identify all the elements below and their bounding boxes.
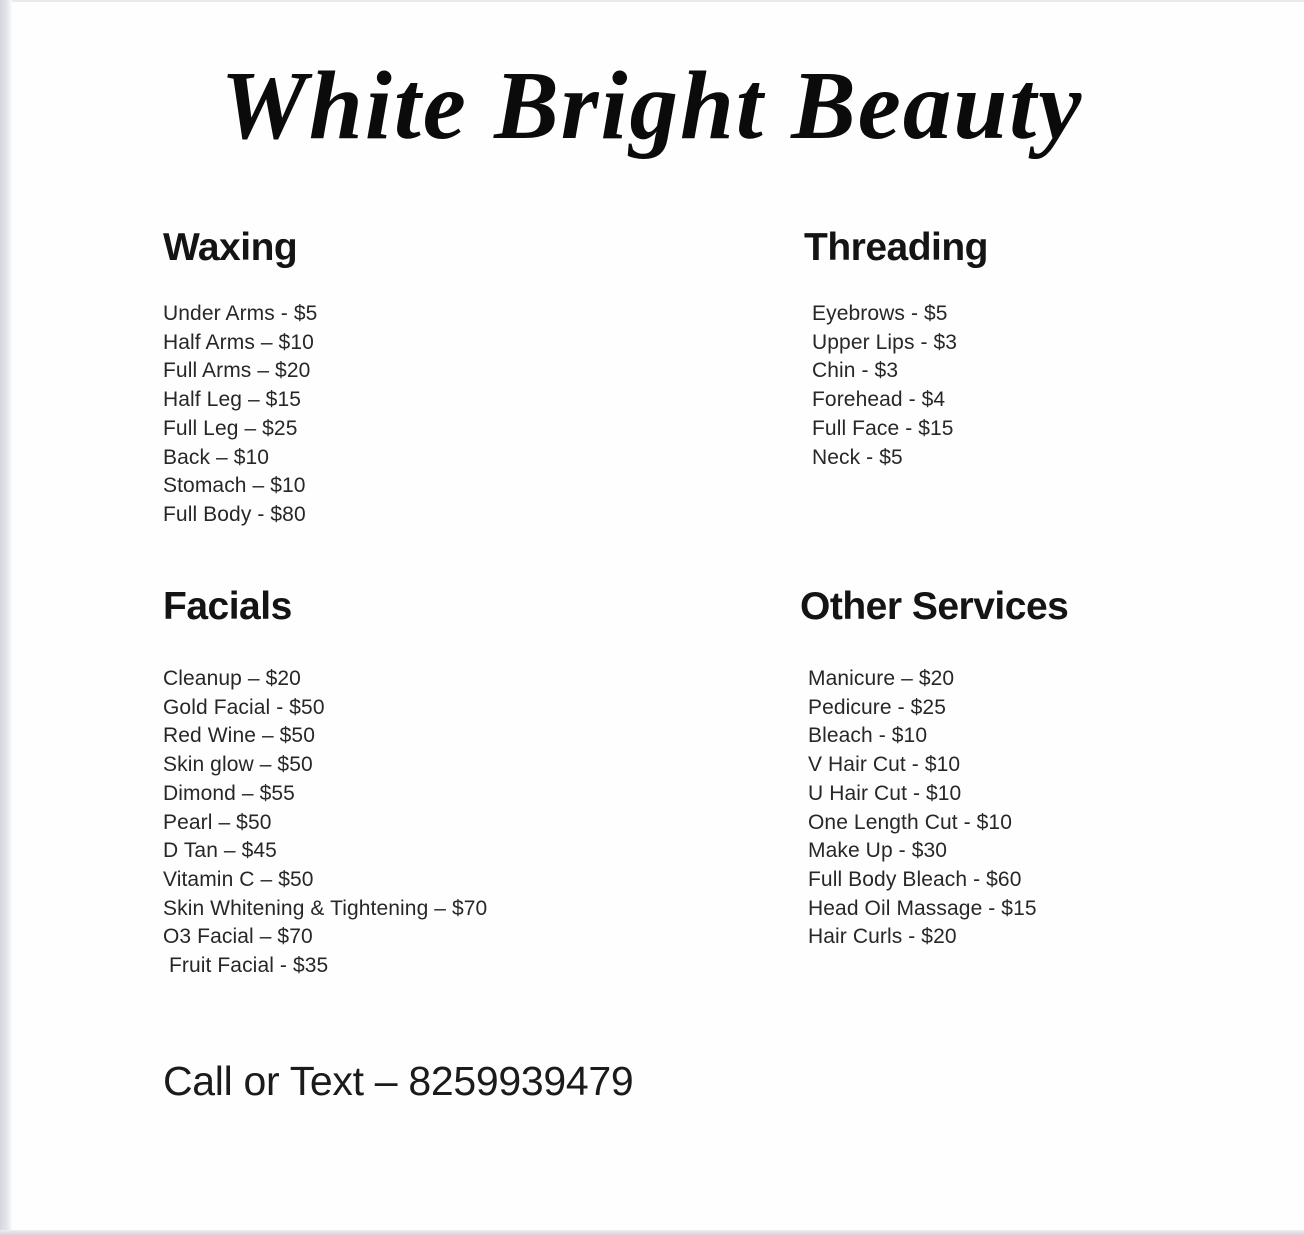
waxing-heading: Waxing — [163, 226, 298, 269]
price-list-item: Cleanup – $20 — [163, 667, 301, 690]
price-list-item: Skin Whitening & Tightening – $70 — [163, 896, 488, 920]
other-services-heading: Other Services — [800, 585, 1069, 628]
page-bottom-edge — [0, 1230, 1304, 1235]
price-list-item: Head Oil Massage - $15 — [808, 896, 1037, 920]
price-list-item: Full Body - $80 — [163, 502, 306, 526]
price-list-item: Full Arms – $20 — [163, 359, 311, 383]
price-list-item: Manicure – $20 — [808, 667, 955, 690]
price-list-item: Red Wine – $50 — [163, 724, 315, 748]
facials-price-list — [163, 665, 487, 981]
price-list-item: Half Arms – $10 — [163, 330, 314, 354]
price-list-item: Make Up - $30 — [808, 839, 948, 863]
price-list-item: Fruit Facial - $35 — [163, 954, 329, 978]
price-list-item: U Hair Cut - $10 — [808, 781, 962, 805]
price-list-item: Vitamin C – $50 — [163, 867, 314, 891]
threading-heading: Threading — [804, 226, 989, 269]
price-list-item: Gold Facial - $50 — [163, 695, 325, 719]
price-list-item: Forehead - $4 — [812, 388, 946, 412]
section-waxing — [163, 225, 317, 530]
page-left-edge — [0, 0, 12, 1235]
price-list-item: Full Body Bleach - $60 — [808, 867, 1022, 891]
price-list-item: Upper Lips - $3 — [812, 330, 958, 354]
contact-line: Call or Text – 8259939479 — [163, 1058, 634, 1104]
price-list-item: Half Leg – $15 — [163, 388, 302, 412]
price-list-item: Bleach - $10 — [808, 724, 928, 748]
section-threading — [804, 225, 988, 472]
price-list-item: Eyebrows - $5 — [812, 302, 948, 325]
price-list-item: O3 Facial – $70 — [163, 925, 313, 949]
price-list-item: Under Arms - $5 — [163, 302, 318, 325]
price-list-item: Back – $10 — [163, 445, 270, 469]
price-list-item: Stomach – $10 — [163, 474, 306, 498]
facials-heading: Facials — [163, 585, 292, 628]
price-list-item: One Length Cut - $10 — [808, 810, 1012, 834]
price-list-item: D Tan – $45 — [163, 839, 277, 863]
price-list-item: Hair Curls - $20 — [808, 925, 957, 949]
other-services-price-list — [800, 665, 1068, 952]
section-facials — [163, 584, 487, 981]
price-list-item: Pearl – $50 — [163, 810, 272, 834]
page-top-edge — [0, 0, 1304, 2]
price-list-item: Pedicure - $25 — [808, 695, 946, 719]
price-list-item: Full Leg – $25 — [163, 416, 298, 440]
price-list-item: Chin - $3 — [812, 359, 899, 383]
price-list-item: Dimond – $55 — [163, 781, 295, 805]
price-list-item: V Hair Cut - $10 — [808, 753, 961, 777]
section-other-services — [800, 584, 1068, 952]
waxing-price-list — [163, 300, 317, 530]
price-list-item: Skin glow – $50 — [163, 753, 313, 777]
price-list-item: Full Face - $15 — [812, 416, 954, 440]
salon-title: White Bright Beauty — [220, 52, 1084, 159]
price-list-item: Neck - $5 — [812, 445, 903, 469]
threading-price-list — [804, 300, 988, 472]
